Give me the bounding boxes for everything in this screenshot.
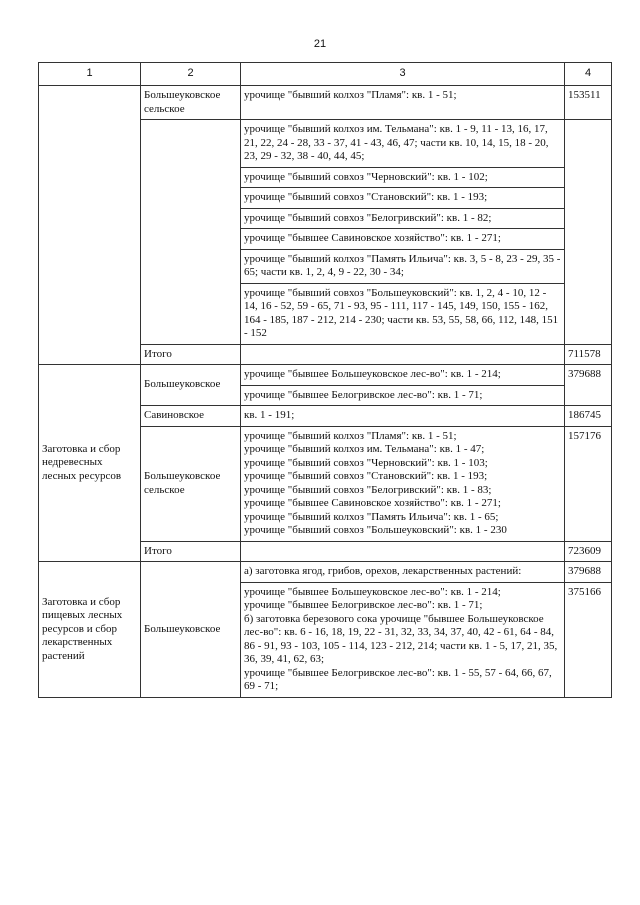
area-cell: 157176 <box>565 426 612 541</box>
location-cell: урочище "бывший совхоз "Белогривский": кв. 1 - 82; <box>241 208 565 229</box>
location-cell: урочище "бывший колхоз "Пламя": кв. 1 - 51; урочище "бывший колхоз им. Тельмана": кв. 1 - 47; урочище "бывший совхоз "Черновский": кв. 1 - 103; урочище "бывший совхоз "Становский": кв. 1 - 193; урочище "бывший совхоз "Белогривский": кв. 1 - 83; урочище "бывшее Савиновское хозяйство": кв. 1 - 271; урочище "бывший колхоз "Память Ильича": кв. 1 - 65; урочище "бывший совхоз "Большеуковский": кв. 1 - 230 <box>241 426 565 541</box>
forestry-cell: Большеуковское <box>141 365 241 406</box>
location-cell: урочище "бывшее Большеуковское лес-во": кв. 1 - 214; <box>241 365 565 386</box>
location-cell: урочище "бывший колхоз "Память Ильича": кв. 3, 5 - 8, 23 - 29, 35 - 65; части кв. 1, 2, 4, 9 - 22, 30 - 34; <box>241 249 565 283</box>
forestry-table <box>38 62 612 698</box>
area-cell: 186745 <box>565 406 612 427</box>
forestry-cell: Большеуковское <box>141 562 241 698</box>
table-row <box>39 365 612 386</box>
area-cell: 375166 <box>565 582 612 697</box>
forestry-cell: Большеуковское сельское <box>141 86 241 120</box>
forestry-cell-empty <box>141 120 241 345</box>
location-cell: урочище "бывший колхоз "Пламя": кв. 1 - 51; <box>241 86 565 120</box>
location-cell: урочище "бывшее Большеуковское лес-во": кв. 1 - 214; урочище "бывшее Белогривское лес-во": кв. 1 - 71; б) заготовка березового сока урочище "бывшее Большеуковское лес-во": кв. 6 - 16, 18, 19, 22 - 31, 32, 33, 34, 37, 40, 42 - 61, 64 - 84, 86 - 91, 93 - 103, 105 - 114, 123 - 212, 214; части кв. 1 - 5, 17, 21, 35, 36, 39, 41, 62, 63; урочище "бывшее Белогривское лес-во": кв. 1 - 55, 57 - 64, 66, 67, 69 - 71; <box>241 582 565 697</box>
header-row <box>39 63 612 86</box>
header-col-4: 4 <box>565 63 612 86</box>
location-cell: урочище "бывший совхоз "Становский": кв. 1 - 193; <box>241 188 565 209</box>
page-number: 21 <box>313 38 327 50</box>
activity-cell: Заготовка и сбор недревесных лесных ресурсов <box>39 365 141 562</box>
area-cell: 153511 <box>565 86 612 120</box>
total-location-empty <box>241 541 565 562</box>
header-col-3: 3 <box>241 63 565 86</box>
location-cell: урочище "бывшее Савиновское хозяйство": кв. 1 - 271; <box>241 229 565 250</box>
area-cell: 379688 <box>565 365 612 406</box>
table-row <box>39 86 612 120</box>
forestry-cell: Савиновское <box>141 406 241 427</box>
header-col-2: 2 <box>141 63 241 86</box>
location-cell: кв. 1 - 191; <box>241 406 565 427</box>
total-value: 723609 <box>565 541 612 562</box>
total-label: Итого <box>141 541 241 562</box>
total-label: Итого <box>141 344 241 365</box>
location-cell: урочище "бывший совхоз "Черновский": кв. 1 - 102; <box>241 167 565 188</box>
location-cell: урочище "бывший совхоз "Большеуковский": кв. 1, 2, 4 - 10, 12 - 14, 16 - 52, 59 - 65, 71 - 93, 95 - 111, 117 - 145, 149, 150, 155 - 162, 164 - 185, 187 - 212, 214 - 230; части кв. 53, 55, 58, 66, 112, 148, 151 - 152 <box>241 283 565 344</box>
total-value: 711578 <box>565 344 612 365</box>
table-row <box>39 562 612 583</box>
location-cell: урочище "бывшее Белогривское лес-во": кв. 1 - 71; <box>241 385 565 406</box>
area-cell-empty <box>565 120 612 345</box>
total-location-empty <box>241 344 565 365</box>
location-cell: а) заготовка ягод, грибов, орехов, лекарственных растений: <box>241 562 565 583</box>
forestry-cell: Большеуковское сельское <box>141 426 241 541</box>
header-col-1: 1 <box>39 63 141 86</box>
area-cell: 379688 <box>565 562 612 583</box>
location-cell: урочище "бывший колхоз им. Тельмана": кв. 1 - 9, 11 - 13, 16, 17, 21, 22, 24 - 28, 33 - 37, 41 - 43, 46, 47; части кв. 10, 14, 15, 18 - 20, 23, 29 - 32, 38 - 40, 44, 45; <box>241 120 565 168</box>
activity-cell-empty <box>39 86 141 365</box>
activity-cell: Заготовка и сбор пищевых лесных ресурсов и сбор лекарственных растений <box>39 562 141 698</box>
